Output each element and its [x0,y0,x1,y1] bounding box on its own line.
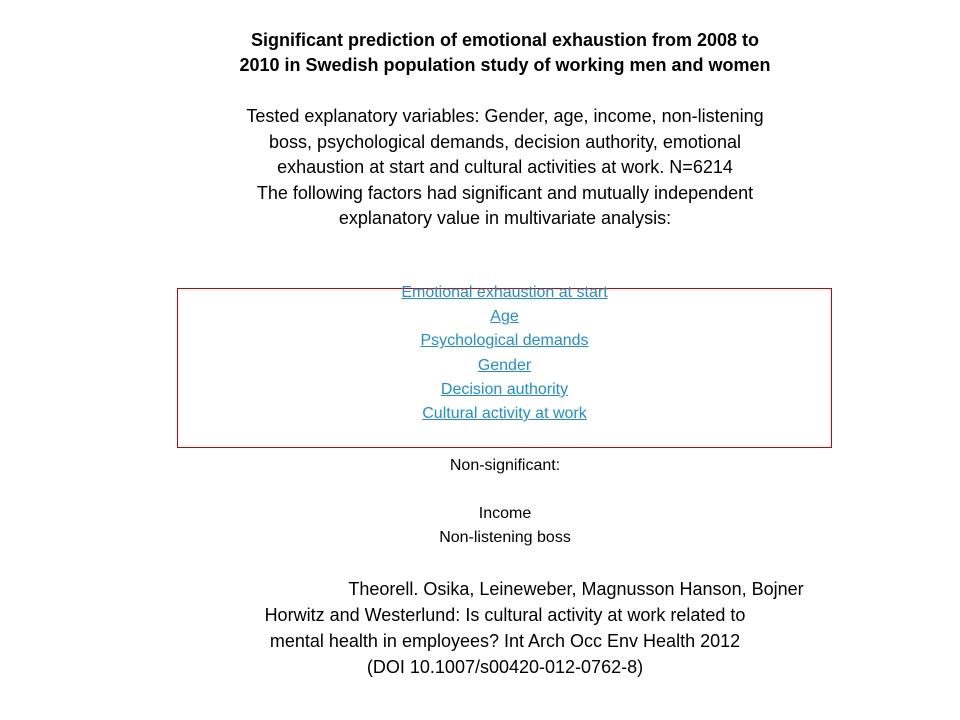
citation-line: Horwitz and Westerlund: Is cultural activity at work related to [264,605,746,625]
citation-line: Theorell. Osika, Leineweber, Magnusson Hanson, Bojner [348,579,804,599]
intro-line: exhaustion at start and cultural activities at work. N=6214 [277,157,733,177]
intro-line: explanatory value in multivariate analysis: [338,208,672,228]
factor-link-cultural-activity[interactable]: Cultural activity at work [422,405,587,423]
non-significant-heading: Non-significant: [449,457,561,474]
title-line: Significant prediction of emotional exhaustion from 2008 to [250,30,760,50]
factor-link-emotional-exhaustion[interactable]: Emotional exhaustion at start [401,284,608,301]
factor-link-gender[interactable]: Gender [477,356,532,374]
non-significant-item: Income [478,505,532,522]
spacer [300,478,710,502]
factor-link-age[interactable]: Age [490,308,519,326]
intro-line: The following factors had significant and mutually independent [256,182,754,203]
factor-link-psychological-demands[interactable]: Psychological demands [420,332,589,350]
slide-title [150,28,860,78]
non-significant-section [300,454,710,550]
intro-text [150,104,860,232]
citation-line: (DOI 10.1007/s00420-012-0762-8) [366,657,644,677]
citation [150,576,860,680]
citation-line: mental health in employees? Int Arch Occ Env Health 2012 [269,631,741,651]
significant-factors-list [177,281,832,426]
title-line: 2010 in Swedish population study of working men and women [239,55,771,75]
intro-line: boss, psychological demands, decision authority, emotional [269,131,741,152]
non-significant-item: Non-listening boss [439,529,571,546]
intro-line: Tested explanatory variables: Gender, age, income, non-listening [246,106,764,126]
factor-link-decision-authority[interactable]: Decision authority [440,380,569,398]
